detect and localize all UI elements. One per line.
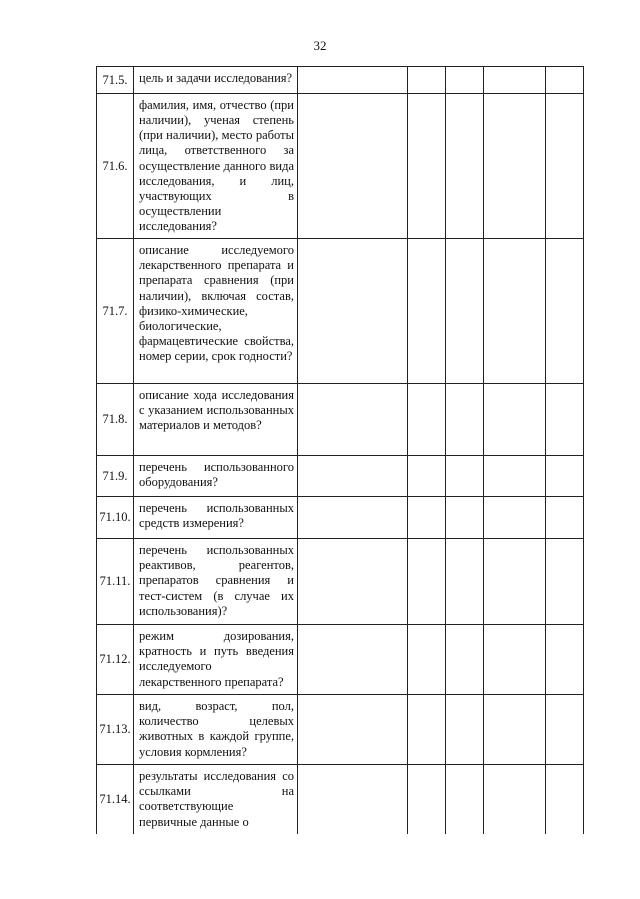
item-number: 71.6. [97,94,134,239]
item-number: 71.12. [97,625,134,695]
answer-cell [408,94,446,239]
requirement-text: вид, возраст, пол, количество целевых животных в каждой группе, условия кормления? [134,695,298,765]
answer-cell [484,695,546,765]
answer-cell [484,67,546,94]
answer-cell [546,497,584,539]
answer-cell [446,456,484,497]
requirement-text: описание хода исследования с указанием использованных материалов и методов? [134,384,298,456]
answer-cell [446,625,484,695]
answer-cell [298,384,408,456]
table-row [97,625,584,695]
table-row [97,67,584,94]
item-number: 71.9. [97,456,134,497]
item-number: 71.7. [97,239,134,384]
answer-cell [446,384,484,456]
requirement-text: режим дозирования, кратность и путь введения исследуемого лекарственного препарата? [134,625,298,695]
answer-cell [408,625,446,695]
answer-cell [446,497,484,539]
answer-cell [408,695,446,765]
item-number: 71.8. [97,384,134,456]
answer-cell [298,765,408,834]
table-row [97,384,584,456]
answer-cell [446,765,484,834]
answer-cell [446,67,484,94]
answer-cell [484,94,546,239]
requirement-text: фамилия, имя, отчество (при наличии), ученая степень (при наличии), место работы лица, ответственного за осуществление данного вида исследования, и лиц, участвующих в осуществлении исследования? [134,94,298,239]
item-number: 71.5. [97,67,134,94]
answer-cell [446,239,484,384]
answer-cell [546,765,584,834]
answer-cell [298,94,408,239]
answer-cell [546,94,584,239]
answer-cell [484,765,546,834]
answer-cell [408,384,446,456]
item-number: 71.11. [97,539,134,625]
answer-cell [298,456,408,497]
answer-cell [408,67,446,94]
item-number: 71.14. [97,765,134,834]
item-number: 71.13. [97,695,134,765]
requirement-text: перечень использованного оборудования? [134,456,298,497]
answer-cell [298,239,408,384]
answer-cell [446,94,484,239]
answer-cell [546,67,584,94]
table-row [97,695,584,765]
answer-cell [484,625,546,695]
checklist-table [96,66,584,834]
table-row [97,94,584,239]
answer-cell [408,456,446,497]
answer-cell [546,456,584,497]
requirement-text: перечень использованных средств измерения? [134,497,298,539]
answer-cell [484,384,546,456]
answer-cell [546,539,584,625]
table-row [97,239,584,384]
requirement-text: цель и задачи исследования? [134,67,298,94]
answer-cell [408,539,446,625]
answer-cell [298,497,408,539]
answer-cell [484,239,546,384]
answer-cell [298,539,408,625]
requirement-text: перечень использованных реактивов, реагентов, препаратов сравнения и тест-систем (в случае их использования)? [134,539,298,625]
answer-cell [298,625,408,695]
item-number: 71.10. [97,497,134,539]
table-row [97,539,584,625]
answer-cell [484,497,546,539]
table-row [97,456,584,497]
answer-cell [546,625,584,695]
answer-cell [298,67,408,94]
answer-cell [446,695,484,765]
requirement-text: результаты исследования со ссылками на соответствующие первичные данные о [134,765,298,834]
answer-cell [408,765,446,834]
answer-cell [408,497,446,539]
requirement-text: описание исследуемого лекарственного препарата и препарата сравнения (при наличии), включая состав, физико-химические, биологические, фармацевтические свойства, номер серии, срок годности? [134,239,298,384]
answer-cell [484,456,546,497]
answer-cell [408,239,446,384]
answer-cell [546,239,584,384]
table-row [97,497,584,539]
answer-cell [546,695,584,765]
page-number: 32 [313,38,327,53]
answer-cell [546,384,584,456]
table-row [97,765,584,834]
answer-cell [298,695,408,765]
answer-cell [446,539,484,625]
answer-cell [484,539,546,625]
